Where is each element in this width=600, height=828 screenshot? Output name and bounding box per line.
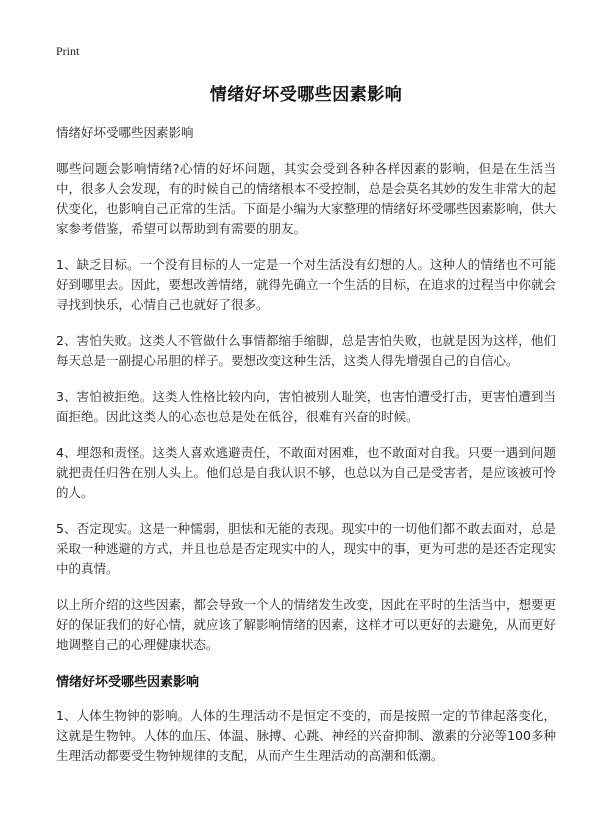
paragraph-factor-4: 4、埋怨和责怪。这类人喜欢逃避责任，不敢面对困难，也不敢面对自我。只要一遇到问题就把责任归咎在别人头上。他们总是自我认识不够，也总以为自己是受害者，是应该被可怜的人。	[56, 445, 557, 500]
print-label: Print	[56, 44, 80, 58]
intro-paragraph: 哪些问题会影响情绪?心情的好坏问题，其实会受到各种各样因素的影响，但是在生活当中，很多人会发现，有的时候自己的情绪根本不受控制，总是会莫名其妙的发生非常大的起伏变化，也影响自己正常的生活。下面是小编为大家整理的情绪好坏受哪些因素影响，供大家参考借鉴，希望可以帮助到有需要的朋友。	[56, 161, 557, 236]
section-heading: 情绪好坏受哪些因素影响	[56, 675, 200, 690]
paragraph-factor-5: 5、否定现实。这是一种懦弱，胆怯和无能的表现。现实中的一切他们都不敢去面对，总是采取一种逃避的方式，并且也总是否定现实中的人，现实中的事，更为可悲的是还否定现实中的真情。	[56, 521, 557, 576]
page-title: 情绪好坏受哪些因素影响	[209, 85, 403, 105]
paragraph-factor-3: 3、害怕被拒绝。这类人性格比较内向，害怕被别人耻笑，也害怕遭受打击，更害怕遭到当面拒绝。因此这类人的心态也总是处在低谷，很难有兴奋的时候。	[56, 389, 556, 424]
section-paragraph-1: 1、人体生物钟的影响。人体的生理活动不是恒定不变的，而是按照一定的节律起落变化，这就是生物钟。人体的血压、体温、脉搏、心跳、神经的兴奋抑制、激素的分泌等100多种生理活动都要受生物钟规律的支配，从而产生生理活动的高潮和低潮。	[56, 708, 556, 763]
paragraph-factor-1: 1、缺乏目标。一个没有目标的人一定是一个对生活没有幻想的人。这种人的情绪也不可能好到哪里去。因此，要想改善情绪，就得先确立一个生活的目标，在追求的过程当中你就会寻找到快乐，心情自己也就好了很多。	[56, 257, 557, 312]
conclusion-paragraph: 以上所介绍的这些因素，都会导致一个人的情绪发生改变，因此在平时的生活当中，想要更好的保证我们的好心情，就应该了解影响情绪的因素，这样才可以更好的去避免，从而更好地调整自己的心理健康状态。	[56, 597, 557, 652]
subtitle: 情绪好坏受哪些因素影响	[56, 125, 194, 140]
paragraph-factor-2: 2、害怕失败。这类人不管做什么事情都缩手缩脚，总是害怕失败，也就是因为这样，他们每天总是一副提心吊胆的样子。要想改变这种生活，这类人得先增强自己的自信心。	[56, 333, 556, 368]
